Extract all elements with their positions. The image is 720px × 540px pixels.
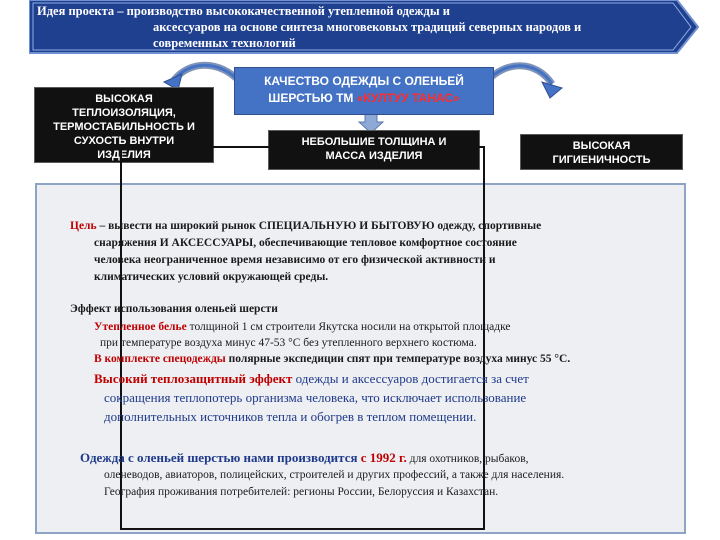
banner-line-1: Идея проекта – производство высококачественной утепленной одежды и: [37, 4, 450, 18]
effect-item-3-line-2: сокращения теплопотерь организма человека, что исключает использование: [104, 390, 527, 405]
banner-line-3: современных технологий: [153, 36, 296, 50]
feature-line: ВЫСОКАЯ: [95, 93, 153, 105]
effect-item-3-line-3: дополнительных источников тепла и обогрев в теплом помещении.: [104, 409, 477, 424]
feature-line: ВЫСОКАЯ: [572, 140, 631, 152]
production-line-1: [80, 450, 529, 466]
feature-box-thickness: [268, 130, 480, 170]
effect-item-2-text: полярные экспедиции спят при температуре воздуха минус 55 °С.: [225, 353, 571, 365]
effect-item-3-highlight: Высокий теплозащитный эффект: [94, 371, 293, 386]
effect-item-3-text: одежды и аксессуаров достигается за счет: [292, 371, 529, 386]
effect-item-1-line-2: при температуре воздуха минус 47-53 °С без утепленного верхнего костюма.: [100, 337, 477, 349]
feature-box-hygiene: [520, 134, 683, 170]
title-line-2-prefix: ШЕРСТЬЮ ТМ: [268, 91, 357, 105]
brand-name: «КУЛТУУ ТАНАС»: [356, 91, 460, 105]
effect-item-1-highlight: Утепленное белье: [94, 321, 187, 333]
effect-item-3: [94, 371, 529, 387]
production-suffix: для охотников, рыбаков,: [406, 453, 529, 465]
feature-line: ИЗДЕЛИЯ: [97, 149, 151, 161]
goal-text-1: – вывести на широкий рынок СПЕЦИАЛЬНУЮ И БЫТОВУЮ одежду, спортивные: [96, 220, 542, 232]
project-idea-banner: [29, 0, 699, 57]
goal-line-1: [70, 220, 541, 232]
feature-line: ТЕПЛОИЗОЛЯЦИЯ,: [72, 107, 176, 119]
banner-line-2: аксессуаров на основе синтеза многовековых традиций северных народов и: [153, 20, 582, 34]
title-line-1: КАЧЕСТВО ОДЕЖДЫ С ОЛЕНЬЕЙ: [264, 74, 464, 88]
quality-title-block: [234, 67, 494, 115]
effect-item-1-text: толщиной 1 см строители Якутска носили на открытой площадке: [186, 321, 511, 333]
title-line-2: [235, 91, 493, 105]
feature-box-insulation: [34, 87, 214, 163]
feature-line: СУХОСТЬ ВНУТРИ: [73, 135, 175, 147]
feature-line: НЕБОЛЬШИЕ ТОЛЩИНА И: [301, 136, 447, 148]
effect-heading: Эффект использования оленьей шерсти: [70, 303, 278, 315]
production-prefix: Одежда с оленьей шерстью нами производится: [80, 450, 361, 465]
goal-line-2: снаряжения И АКСЕССУАРЫ, обеспечивающие тепловое комфортное состояние: [94, 237, 517, 249]
production-year: с 1992 г.: [360, 450, 407, 465]
production-line-2: оленеводов, авиаторов, полицейских, строителей и других профессий, а также для населения.: [104, 469, 565, 481]
feature-line: ТЕРМОСТАБИЛЬНОСТЬ И: [53, 121, 195, 133]
goal-line-4: климатических условий окружающей среды.: [94, 271, 329, 283]
banner-text: [37, 3, 677, 51]
production-line-3: География проживания потребителей: регионы России, Белоруссия и Казахстан.: [104, 486, 499, 498]
goal-line-3: человека неограниченное время независимо от его физической активности и: [94, 254, 496, 266]
effect-item-2: [94, 353, 570, 365]
effect-item-2-highlight: В комплекте спецодежды: [94, 353, 226, 365]
goal-label: Цель: [70, 220, 97, 232]
feature-line: ГИГИЕНИЧНОСТЬ: [552, 154, 651, 166]
effect-item-1: [94, 321, 511, 333]
feature-line: МАССА ИЗДЕЛИЯ: [325, 150, 423, 162]
